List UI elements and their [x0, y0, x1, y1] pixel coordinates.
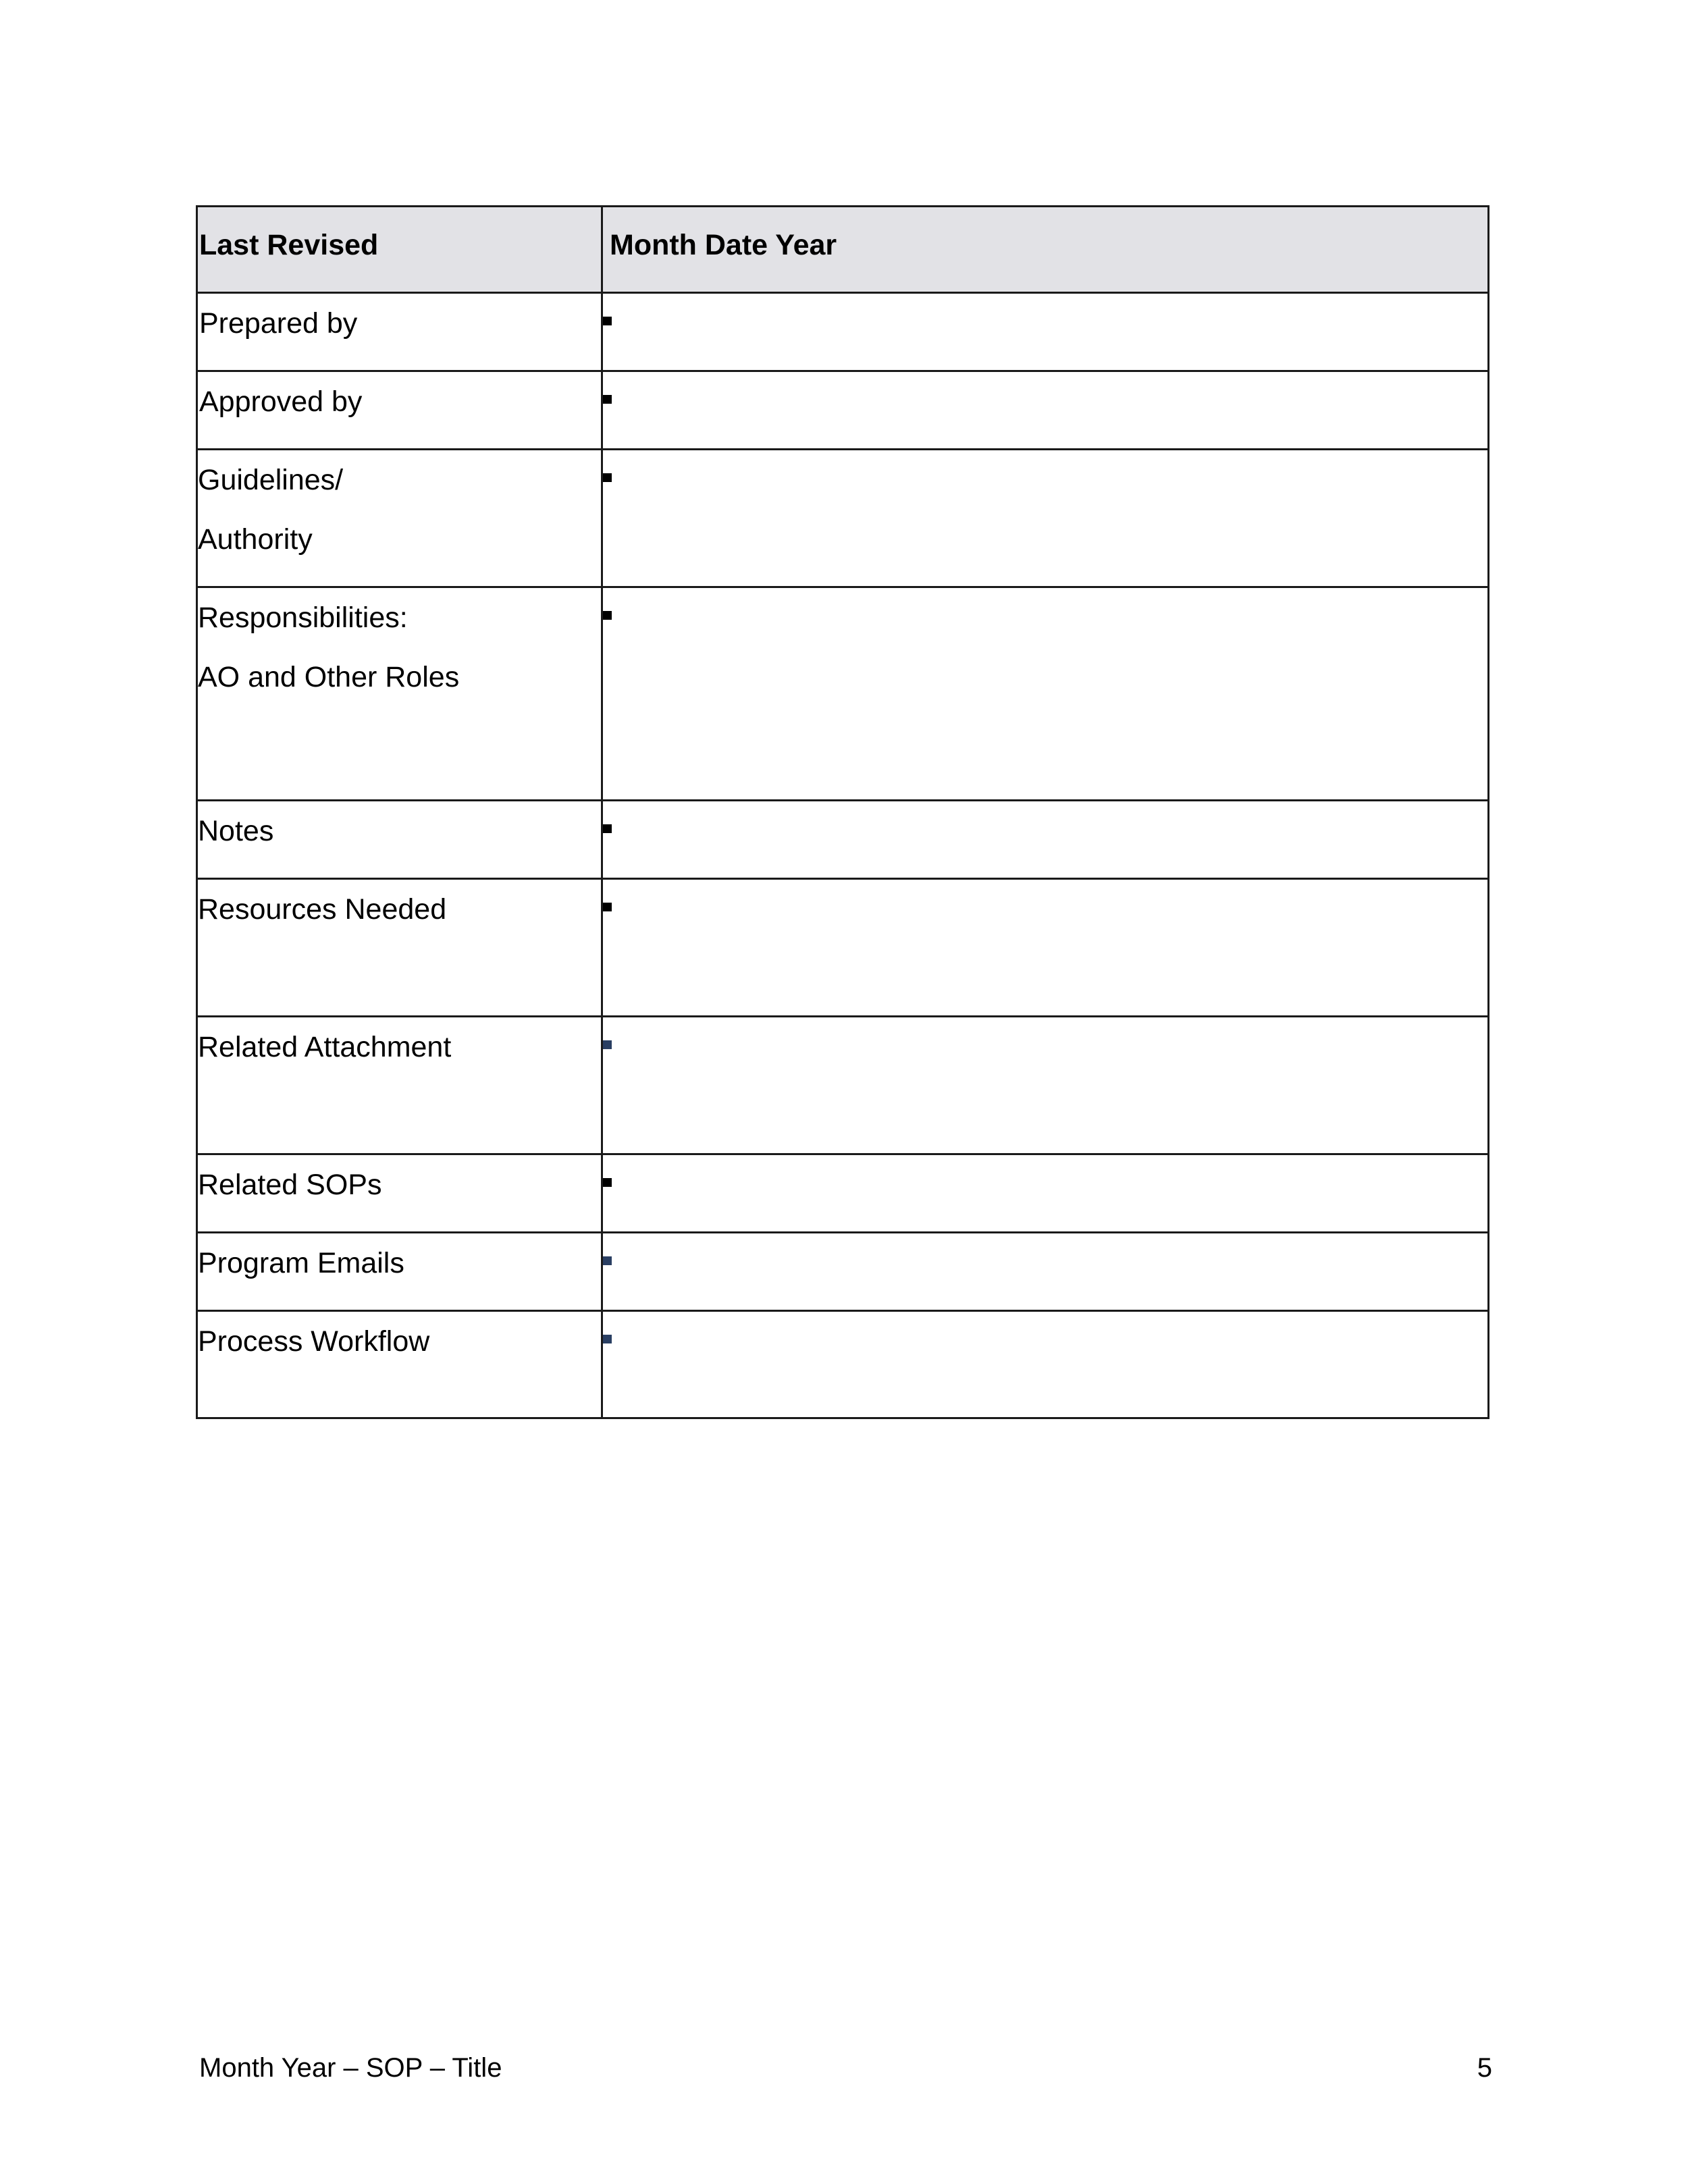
- bullet-icon: [603, 903, 612, 911]
- row-value-cell[interactable]: [602, 1311, 1489, 1418]
- last-revised-value: Month Date Year: [602, 207, 1489, 293]
- row-label-text: Notes: [198, 815, 274, 847]
- row-label-text: Approved by: [199, 385, 363, 418]
- row-label-text: Program Emails: [198, 1247, 404, 1279]
- row-label-responsibilities: [197, 587, 602, 801]
- row-label-related-sops: [197, 1154, 602, 1233]
- footer-document-title: Month Year – SOP – Title: [199, 2053, 502, 2083]
- row-label-notes: [197, 801, 602, 879]
- row-value-cell[interactable]: [602, 1017, 1489, 1154]
- row-label-process-workflow: [197, 1311, 602, 1418]
- row-label-guidelines-authority: [197, 450, 602, 587]
- row-label-text: Authority: [198, 523, 313, 556]
- table-header-row: [197, 207, 1489, 293]
- bullet-icon: [603, 1040, 612, 1049]
- sop-info-table: [196, 205, 1489, 1419]
- table-row: [197, 801, 1489, 879]
- table-row: [197, 587, 1489, 801]
- row-label-text: Related SOPs: [198, 1169, 382, 1201]
- row-label-text: Resources Needed: [198, 893, 447, 926]
- row-value-cell[interactable]: [602, 371, 1489, 450]
- bullet-icon: [603, 1178, 612, 1187]
- row-label-text: Responsibilities:: [198, 602, 408, 634]
- row-value-cell[interactable]: [602, 293, 1489, 371]
- bullet-icon: [603, 473, 612, 482]
- table-row: [197, 371, 1489, 450]
- table-row: [197, 1017, 1489, 1154]
- row-value-cell[interactable]: [602, 879, 1489, 1017]
- row-label-program-emails: [197, 1233, 602, 1311]
- bullet-icon: [603, 1256, 612, 1265]
- bullet-icon: [603, 611, 612, 620]
- footer-page-number: 5: [1477, 2053, 1492, 2083]
- row-value-cell[interactable]: [602, 1233, 1489, 1311]
- row-value-cell[interactable]: [602, 587, 1489, 801]
- bullet-icon: [603, 1335, 612, 1343]
- table-row: [197, 1233, 1489, 1311]
- row-label-prepared-by: [197, 293, 602, 371]
- last-revised-label: Last Revised: [197, 207, 602, 293]
- bullet-icon: [603, 395, 612, 404]
- table-row: [197, 293, 1489, 371]
- row-value-cell[interactable]: [602, 801, 1489, 879]
- bullet-icon: [603, 317, 612, 325]
- row-value-cell[interactable]: [602, 450, 1489, 587]
- table-row: [197, 1154, 1489, 1233]
- row-value-cell[interactable]: [602, 1154, 1489, 1233]
- row-label-text: Process Workflow: [198, 1325, 430, 1358]
- row-label-text: Prepared by: [199, 307, 358, 340]
- row-label-resources-needed: [197, 879, 602, 1017]
- row-label-text: Guidelines/: [198, 464, 344, 496]
- row-label-approved-by: [197, 371, 602, 450]
- table-row: [197, 1311, 1489, 1418]
- table-row: [197, 450, 1489, 587]
- table-row: [197, 879, 1489, 1017]
- row-label-text: Related Attachment: [198, 1031, 452, 1063]
- row-label-related-attachment: [197, 1017, 602, 1154]
- row-label-text: AO and Other Roles: [198, 661, 460, 693]
- bullet-icon: [603, 824, 612, 833]
